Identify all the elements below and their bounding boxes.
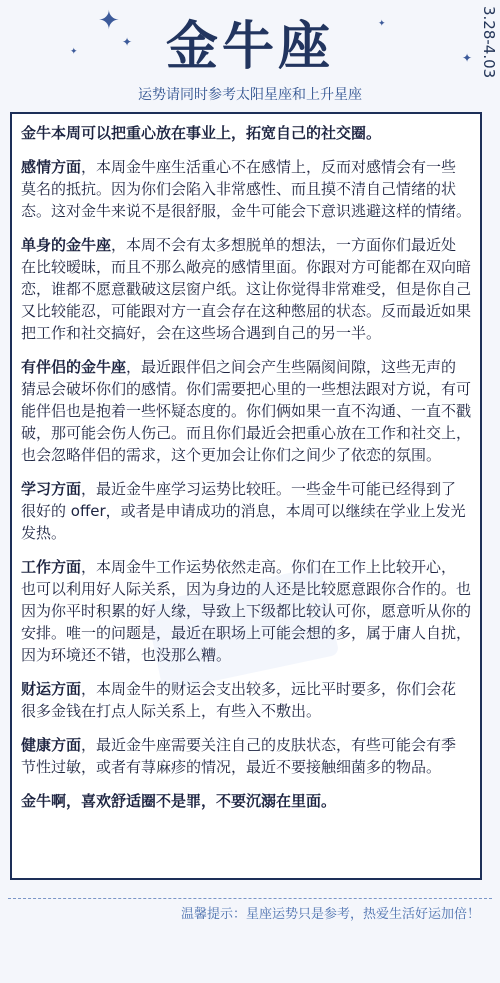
section-heading: 有伴侣的金牛座: [21, 358, 127, 376]
section-study: [21, 478, 471, 544]
section-heading: 单身的金牛座: [21, 236, 112, 254]
intro-text: 金牛本周可以把重心放在事业上，拓宽自己的社交圈。: [21, 124, 382, 142]
section-heading: 学习方面: [21, 480, 82, 498]
footer-tip: 温馨提示：星座运势只是参考，热爱生活好运加倍！: [180, 907, 480, 922]
sparkle-icon: ✦: [70, 47, 78, 57]
page-title: 金牛座: [165, 17, 334, 77]
section-partnered: [21, 356, 471, 466]
section-body: ，最近金牛座学习运势比较旺。一些金牛可能已经得到了很好的 offer，或者是申请成功的消息，本周可以继续在学业上发光发热。: [21, 480, 466, 542]
section-heading: 健康方面: [21, 736, 82, 754]
sparkle-icon: ✦: [98, 6, 120, 36]
section-body: ，最近金牛座需要关注自己的皮肤状态，有些可能会有季节性过敏，或者有荨麻疹的情况，最近不要接触细菌多的物品。: [21, 736, 457, 776]
section-heading: 感情方面: [21, 158, 82, 176]
section-body: ，本周不会有太多想脱单的想法，一方面你们最近处在比较暧昧，而且不那么敞亮的感情里面。你跟对方可能都在双向暗恋，谁都不愿意戳破这层窗户纸。这让你觉得非常难受，但是你自己又比较能忍，可能跟对方一直会存在这种憋屈的状态。反而最近如果把工作和社交搞好，会在这些场合遇到自己的另一半。: [21, 236, 472, 342]
section-body: ，最近跟伴侣之间会产生些隔阂间隙，这些无声的猜忌会破坏你们的感情。你们需要把心里的一些想法跟对方说，有可能伴侣也是抱着一些怀疑态度的。你们俩如果一直不沟通、一直不戳破，那可能会伤人伤己。而且你们最近会把重心放在工作和社交上，也会忽略伴侣的需求，这个更加会让你们之间少了依恋的氛围。: [21, 358, 472, 464]
section-body: ，本周金牛工作运势依然走高。你们在工作上比较开心，也可以利用好人际关系，因为身边的人还是比较愿意跟你合作的。也因为你平时积累的好人缘，导致上下级都比较认可你，愿意听从你的安排。唯一的问题是，最近在职场上可能会想的多，属于庸人自扰，因为环境还不错，也没那么糟。: [21, 558, 472, 664]
section-work: [21, 556, 471, 666]
section-body: ，本周金牛座生活重心不在感情上，反而对感情会有一些莫名的抵抗。因为你们会陷入非常感性、而且摸不清自己情绪的状态。这对金牛来说不是很舒服，金牛可能会下意识逃避这样的情绪。: [21, 158, 472, 220]
section-health: [21, 734, 471, 778]
section-heading: 工作方面: [21, 558, 82, 576]
section-heading: 财运方面: [21, 680, 82, 698]
section-body: ，本周金牛的财运会支出较多，远比平时要多，你们会花很多金钱在打点人际关系上，有些入不敷出。: [21, 680, 457, 720]
sparkle-icon: ✦: [122, 35, 133, 49]
outro-text: 金牛啊，喜欢舒适圈不是罪，不要沉溺在里面。: [21, 792, 337, 810]
sparkle-icon: ✦: [378, 19, 386, 29]
section-wealth: [21, 678, 471, 722]
date-range: 3.28-4.03: [480, 6, 498, 79]
horoscope-panel: [10, 112, 482, 880]
page-subtitle: 运势请同时参考太阳星座和上升星座: [138, 87, 362, 103]
sparkle-icon: ✦: [462, 51, 473, 65]
section-love: [21, 156, 471, 222]
divider: [8, 898, 492, 899]
section-single: [21, 234, 471, 344]
horoscope-content: [21, 122, 471, 872]
